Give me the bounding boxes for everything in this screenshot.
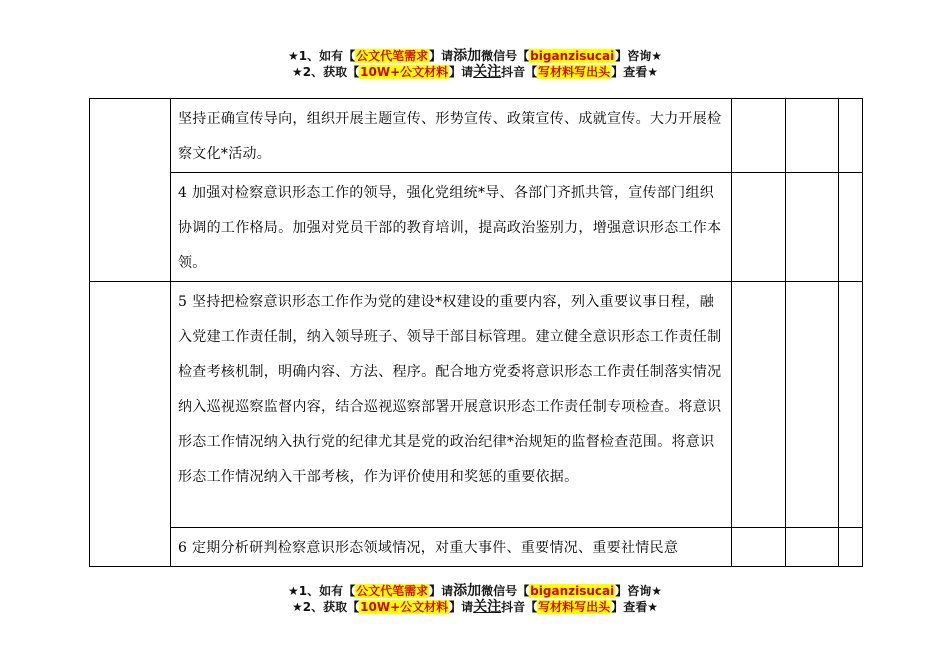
footer-banner: [0, 583, 950, 615]
banner-text: 微信号【: [481, 584, 530, 598]
empty-cell: [786, 528, 839, 567]
empty-cell: [732, 99, 786, 173]
content-cell: [171, 528, 732, 567]
empty-cell: [786, 282, 839, 528]
banner-text: ★2、获取【: [292, 600, 360, 614]
empty-cell: [839, 282, 863, 528]
table-row: [90, 282, 863, 528]
banner-emphasis: 添加: [453, 583, 482, 599]
banner-highlight: 10W+公文材料: [360, 600, 449, 614]
table-row: [90, 99, 863, 173]
banner-text: 】请: [429, 584, 454, 598]
banner-text: 抖音【: [501, 600, 538, 614]
empty-cell: [786, 99, 839, 173]
document-table: [89, 98, 863, 567]
banner-highlight: 写材料写出头: [538, 65, 611, 79]
table-row: [90, 173, 863, 282]
empty-cell: [839, 173, 863, 282]
banner-text: 微信号【: [481, 49, 530, 63]
banner-text: 】请: [429, 49, 454, 63]
empty-cell: [732, 282, 786, 528]
banner-text: ★2、获取【: [292, 65, 360, 79]
empty-cell: [839, 528, 863, 567]
table-row: [90, 528, 863, 567]
banner-line-2: [0, 64, 950, 80]
banner-line-1: [0, 48, 950, 64]
banner-line-1: [0, 583, 950, 599]
banner-text: 】请: [449, 65, 474, 79]
banner-emphasis: 关注: [473, 64, 502, 80]
banner-highlight: biganzisucai: [530, 49, 615, 63]
banner-text: 】查看★: [611, 65, 658, 79]
banner-emphasis: 添加: [453, 48, 482, 64]
content-text: 6 定期分析研判检察意识形态领域情况，对重大事件、重要情况、重要社情民意: [178, 540, 679, 556]
category-cell: [90, 99, 171, 282]
empty-cell: [839, 99, 863, 173]
content-text: 4 加强对检察意识形态工作的领导，强化党组统*导、各部门齐抓共管，宣传部门组织协调的工作格局。加强对党员干部的教育培训，提高政治鉴别力，增强意识形态工作本领。: [178, 185, 722, 271]
banner-text: 】查看★: [611, 600, 658, 614]
banner-highlight: 10W+公文材料: [360, 65, 449, 79]
empty-cell: [732, 528, 786, 567]
banner-text: 】咨询★: [615, 584, 662, 598]
category-cell: [90, 282, 171, 567]
banner-highlight: biganzisucai: [530, 584, 615, 598]
banner-text: ★1、如有【: [288, 49, 356, 63]
banner-highlight: 公文代笔需求: [356, 584, 429, 598]
empty-cell: [786, 173, 839, 282]
banner-emphasis: 关注: [473, 599, 502, 615]
content-text: 5 坚持把检察意识形态工作作为党的建设*权建设的重要内容，列入重要议事日程，融入党建工作责任制，纳入领导班子、领导干部目标管理。建立健全意识形态工作责任制检查考核机制，明确内容、方法、程序。配合地方党委将意识形态工作责任制落实情况纳入巡视巡察监督内容，结合巡视巡察部署开展意识形态工作责任制专项检查。将意识形态工作情况纳入执行党的纪律尤其是党的政治纪律*治规矩的监督检查范围。将意识形态工作情况纳入干部考核，作为评价使用和奖惩的重要依据。: [178, 294, 722, 485]
banner-highlight: 写材料写出头: [538, 600, 611, 614]
banner-text: 】咨询★: [615, 49, 662, 63]
content-cell: [171, 99, 732, 173]
content-cell: [171, 282, 732, 528]
header-banner: [0, 48, 950, 80]
content-cell: [171, 173, 732, 282]
banner-text: ★1、如有【: [288, 584, 356, 598]
banner-line-2: [0, 599, 950, 615]
banner-highlight: 公文代笔需求: [356, 49, 429, 63]
banner-text: 】请: [449, 600, 474, 614]
content-text: 坚持正确宣传导向，组织开展主题宣传、形势宣传、政策宣传、成就宣传。大力开展检察文化*活动。: [178, 111, 722, 162]
empty-cell: [732, 173, 786, 282]
banner-text: 抖音【: [501, 65, 538, 79]
